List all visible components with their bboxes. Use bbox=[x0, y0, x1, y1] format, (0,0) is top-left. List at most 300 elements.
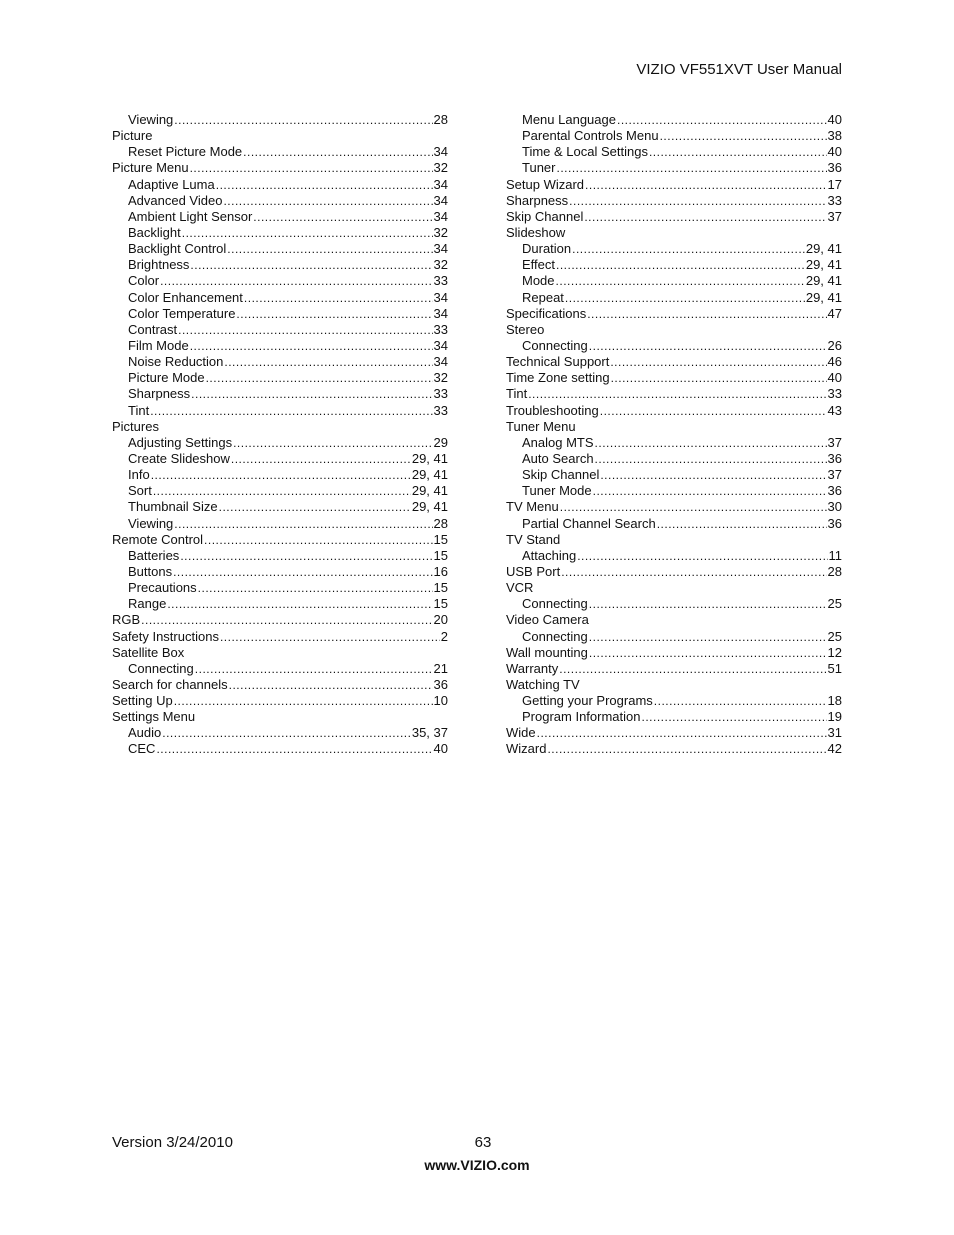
index-entry-page: 36 bbox=[827, 450, 842, 466]
dot-leader bbox=[547, 741, 826, 757]
index-entry-page: 28 bbox=[827, 563, 842, 579]
index-entry bbox=[112, 193, 448, 209]
dot-leader bbox=[559, 661, 826, 677]
index-heading bbox=[506, 580, 842, 596]
index-entry-label: TV Menu bbox=[506, 499, 559, 515]
dot-leader bbox=[160, 273, 432, 289]
index-entry-label: Tint bbox=[128, 402, 150, 418]
index-entry bbox=[112, 290, 448, 306]
index-entry-label: Audio bbox=[128, 725, 162, 741]
dot-leader bbox=[227, 241, 432, 257]
index-entry bbox=[112, 629, 448, 645]
index-entry-page: 37 bbox=[827, 208, 842, 224]
index-entry bbox=[506, 435, 842, 451]
dot-leader bbox=[151, 467, 411, 483]
index-entry-label: Slideshow bbox=[506, 224, 566, 240]
index-entry-label: Specifications bbox=[506, 305, 587, 321]
index-entry bbox=[112, 370, 448, 386]
index-entry-page: 29, 41 bbox=[411, 483, 448, 499]
index-entry bbox=[112, 177, 448, 193]
dot-leader bbox=[593, 483, 827, 499]
index-entry-page: 25 bbox=[827, 628, 842, 644]
index-entry bbox=[506, 160, 842, 176]
index-entry-label: Time Zone setting bbox=[506, 370, 610, 386]
index-entry-label: Connecting bbox=[522, 628, 588, 644]
index-entry-page: 43 bbox=[827, 402, 842, 418]
index-entry-page: 40 bbox=[433, 741, 448, 757]
index-entry-page: 15 bbox=[433, 547, 448, 563]
index-entry-label: Adaptive Luma bbox=[128, 176, 215, 192]
dot-leader bbox=[595, 435, 827, 451]
index-entry bbox=[112, 144, 448, 160]
dot-leader bbox=[191, 386, 432, 402]
index-entry-page: 42 bbox=[827, 741, 842, 757]
index-heading bbox=[112, 128, 448, 144]
index-entry bbox=[506, 451, 842, 467]
index-entry bbox=[506, 564, 842, 580]
index-entry-page: 32 bbox=[433, 370, 448, 386]
index-entry-label: Connecting bbox=[522, 596, 588, 612]
index-entry bbox=[506, 645, 842, 661]
index-entry-page: 33 bbox=[827, 386, 842, 402]
index-entry-page: 40 bbox=[827, 112, 842, 127]
dot-leader bbox=[141, 612, 432, 628]
index-entry bbox=[112, 338, 448, 354]
index-entry-label: Thumbnail Size bbox=[128, 499, 218, 515]
index-entry-page: 34 bbox=[433, 176, 448, 192]
index-entry bbox=[112, 532, 448, 548]
index-entry-page: 36 bbox=[433, 676, 448, 692]
index-entry-page: 36 bbox=[827, 483, 842, 499]
index-column-right bbox=[506, 112, 842, 758]
dot-leader bbox=[560, 499, 827, 515]
footer-website-url: www.VIZIO.com bbox=[424, 1157, 530, 1173]
index-entry-label: USB Port bbox=[506, 563, 561, 579]
index-entry-page: 38 bbox=[827, 128, 842, 144]
index-entry-label: Color bbox=[128, 273, 160, 289]
dot-leader bbox=[180, 548, 432, 564]
index-entry bbox=[112, 596, 448, 612]
index-entry-label: Batteries bbox=[128, 547, 180, 563]
index-entry-label: Connecting bbox=[128, 660, 194, 676]
index-entry bbox=[506, 661, 842, 677]
index-entry-label: Watching TV bbox=[506, 676, 580, 692]
index-entry-label: Create Slideshow bbox=[128, 450, 230, 466]
index-heading bbox=[506, 322, 842, 338]
dot-leader bbox=[231, 451, 411, 467]
index-entry bbox=[506, 483, 842, 499]
dot-leader bbox=[167, 596, 432, 612]
index-entry-label: Info bbox=[128, 467, 150, 483]
index-entry-label: Troubleshooting bbox=[506, 402, 599, 418]
index-entry-page: 26 bbox=[827, 337, 842, 353]
index-entry-page: 34 bbox=[433, 354, 448, 370]
index-entry-page: 36 bbox=[827, 160, 842, 176]
dot-leader bbox=[190, 338, 433, 354]
index-entry bbox=[112, 725, 448, 741]
index-entry bbox=[506, 596, 842, 612]
index-entry-label: Sharpness bbox=[128, 386, 191, 402]
index-entry-page: 37 bbox=[827, 467, 842, 483]
index-entry-label: Duration bbox=[522, 241, 572, 257]
index-entry-label: Technical Support bbox=[506, 354, 610, 370]
index-entry bbox=[506, 693, 842, 709]
index-entry-label: Analog MTS bbox=[522, 434, 594, 450]
index-entry-page: 29, 41 bbox=[805, 241, 842, 257]
index-column-left bbox=[112, 112, 448, 758]
index-entry-page: 29, 41 bbox=[805, 273, 842, 289]
dot-leader bbox=[528, 386, 826, 402]
dot-leader bbox=[174, 516, 432, 532]
dot-leader bbox=[595, 451, 827, 467]
dot-leader bbox=[156, 741, 432, 757]
index-entry-label: Satellite Box bbox=[112, 644, 185, 660]
index-entry-page: 10 bbox=[433, 693, 448, 709]
index-entry-label: Connecting bbox=[522, 337, 588, 353]
index-entry-page: 33 bbox=[433, 321, 448, 337]
index-entry-page: 46 bbox=[827, 354, 842, 370]
index-entry-page: 21 bbox=[433, 660, 448, 676]
index-entry-page: 34 bbox=[433, 192, 448, 208]
index-entry-label: Wizard bbox=[506, 741, 547, 757]
index-entry-label: Getting your Programs bbox=[522, 693, 653, 709]
index-entry-page: 16 bbox=[433, 563, 448, 579]
index-entry bbox=[112, 257, 448, 273]
index-entry-label: Attaching bbox=[522, 547, 577, 563]
index-entry-label: Remote Control bbox=[112, 531, 204, 547]
index-entry-label: Effect bbox=[522, 257, 556, 273]
index-entry bbox=[506, 403, 842, 419]
index-entry bbox=[506, 338, 842, 354]
index-entry bbox=[112, 677, 448, 693]
index-entry-page: 51 bbox=[827, 660, 842, 676]
index-entry-label: Noise Reduction bbox=[128, 354, 224, 370]
dot-leader bbox=[220, 629, 440, 645]
index-entry-page: 15 bbox=[433, 580, 448, 596]
index-entry-label: Partial Channel Search bbox=[522, 515, 656, 531]
index-entry bbox=[506, 241, 842, 257]
index-entry bbox=[506, 273, 842, 289]
index-entry-page: 20 bbox=[433, 612, 448, 628]
index-entry bbox=[112, 209, 448, 225]
dot-leader bbox=[244, 290, 433, 306]
index-entry-label: Adjusting Settings bbox=[128, 434, 233, 450]
index-entry-label: Viewing bbox=[128, 112, 174, 127]
index-entry-page: 29, 41 bbox=[411, 499, 448, 515]
dot-leader bbox=[600, 403, 827, 419]
index-entry-label: TV Stand bbox=[506, 531, 561, 547]
index-entry bbox=[112, 741, 448, 757]
index-entry bbox=[112, 467, 448, 483]
dot-leader bbox=[589, 596, 827, 612]
index-entry-label: Skip Channel bbox=[522, 467, 600, 483]
index-entry-label: RGB bbox=[112, 612, 141, 628]
dot-leader bbox=[243, 144, 432, 160]
index-entry bbox=[112, 435, 448, 451]
index-entry bbox=[112, 354, 448, 370]
index-entry-label: Color Temperature bbox=[128, 305, 236, 321]
index-heading bbox=[506, 419, 842, 435]
index-entry-label: Picture Menu bbox=[112, 160, 189, 176]
index-entry-page: 33 bbox=[433, 402, 448, 418]
index-entry-label: Setting Up bbox=[112, 693, 173, 709]
dot-leader bbox=[587, 306, 826, 322]
index-entry bbox=[112, 273, 448, 289]
index-entry bbox=[112, 160, 448, 176]
dot-leader bbox=[610, 354, 826, 370]
index-entry bbox=[112, 499, 448, 515]
dot-leader bbox=[229, 677, 433, 693]
index-entry bbox=[112, 306, 448, 322]
dot-leader bbox=[572, 241, 805, 257]
index-entry-page: 31 bbox=[827, 725, 842, 741]
index-entry-label: Tuner Menu bbox=[506, 418, 576, 434]
index-entry-label: Brightness bbox=[128, 257, 190, 273]
index-entry bbox=[112, 612, 448, 628]
index-entry bbox=[112, 483, 448, 499]
index-heading bbox=[112, 645, 448, 661]
index-entry-page: 34 bbox=[433, 241, 448, 257]
index-entry-label: Skip Channel bbox=[506, 208, 584, 224]
index-entry-page: 29, 41 bbox=[411, 450, 448, 466]
index-entry-label: Stereo bbox=[506, 321, 545, 337]
index-entry-page: 34 bbox=[433, 144, 448, 160]
index-entry-label: Contrast bbox=[128, 321, 178, 337]
index-entry-label: Viewing bbox=[128, 515, 174, 531]
index-entry-page: 47 bbox=[827, 305, 842, 321]
dot-leader bbox=[233, 435, 432, 451]
footer-version: Version 3/24/2010 bbox=[112, 1134, 233, 1151]
index-entry-page: 33 bbox=[827, 192, 842, 208]
index-entry-page: 2 bbox=[440, 628, 448, 644]
dot-leader bbox=[219, 499, 411, 515]
index-entry bbox=[112, 661, 448, 677]
index-entry-label: Tuner bbox=[522, 160, 556, 176]
dot-leader bbox=[589, 629, 827, 645]
dot-leader bbox=[642, 709, 827, 725]
index-entry bbox=[506, 290, 842, 306]
index-entry bbox=[112, 322, 448, 338]
dot-leader bbox=[577, 548, 827, 564]
index-entry bbox=[506, 467, 842, 483]
index-entry-page: 34 bbox=[433, 305, 448, 321]
index-entry bbox=[506, 128, 842, 144]
dot-leader bbox=[190, 160, 433, 176]
index-entry-page: 15 bbox=[433, 596, 448, 612]
index-entry-label: Time & Local Settings bbox=[522, 144, 648, 160]
dot-leader bbox=[584, 209, 826, 225]
index-entry-page: 18 bbox=[827, 693, 842, 709]
index-entry-label: Ambient Light Sensor bbox=[128, 208, 253, 224]
index-entry bbox=[112, 451, 448, 467]
index-entry-page: 33 bbox=[433, 273, 448, 289]
dot-leader bbox=[204, 532, 432, 548]
index-entry-label: Setup Wizard bbox=[506, 176, 585, 192]
index-entry bbox=[506, 709, 842, 725]
index-entry-page: 17 bbox=[827, 176, 842, 192]
dot-leader bbox=[611, 370, 827, 386]
index-entry bbox=[112, 548, 448, 564]
index-entry bbox=[506, 193, 842, 209]
index-entry bbox=[506, 177, 842, 193]
index-entry-label: Wide bbox=[506, 725, 536, 741]
index-entry bbox=[112, 403, 448, 419]
index-entry-page: 32 bbox=[433, 224, 448, 240]
dot-leader bbox=[223, 193, 432, 209]
dot-leader bbox=[561, 564, 826, 580]
index-heading bbox=[112, 709, 448, 725]
dot-leader bbox=[556, 273, 805, 289]
index-entry-page: 34 bbox=[433, 289, 448, 305]
index-entry bbox=[506, 629, 842, 645]
index-entry-page: 12 bbox=[827, 644, 842, 660]
index-heading bbox=[112, 419, 448, 435]
index-entry bbox=[506, 209, 842, 225]
index-entry-label: Reset Picture Mode bbox=[128, 144, 243, 160]
index-entry-label: Video Camera bbox=[506, 612, 589, 628]
index-entry-page: 11 bbox=[828, 547, 842, 563]
index-entry-label: Menu Language bbox=[522, 112, 616, 127]
index-heading bbox=[506, 677, 842, 693]
index-entry-page: 30 bbox=[827, 499, 842, 515]
dot-leader bbox=[173, 564, 432, 580]
index-entry-label: Repeat bbox=[522, 289, 564, 305]
dot-leader bbox=[569, 193, 826, 209]
index-entry bbox=[112, 112, 448, 128]
index-entry-label: Advanced Video bbox=[128, 192, 223, 208]
index-entry bbox=[506, 386, 842, 402]
dot-leader bbox=[617, 112, 827, 128]
index-entry bbox=[506, 370, 842, 386]
index-entry-page: 37 bbox=[827, 434, 842, 450]
dot-leader bbox=[178, 322, 432, 338]
index-entry-label: Precautions bbox=[128, 580, 197, 596]
dot-leader bbox=[195, 661, 433, 677]
index-entry-page: 29, 41 bbox=[805, 257, 842, 273]
index-entry bbox=[112, 580, 448, 596]
index-entry-page: 32 bbox=[433, 160, 448, 176]
index-entry-label: Film Mode bbox=[128, 337, 189, 353]
dot-leader bbox=[556, 160, 826, 176]
index-entry bbox=[112, 386, 448, 402]
dot-leader bbox=[654, 693, 827, 709]
index-entry bbox=[112, 241, 448, 257]
index-entry-page: 29, 41 bbox=[805, 289, 842, 305]
index-entry-label: Tint bbox=[506, 386, 528, 402]
index-entry-page: 33 bbox=[433, 386, 448, 402]
dot-leader bbox=[565, 290, 805, 306]
dot-leader bbox=[150, 403, 432, 419]
index-entry-label: Pictures bbox=[112, 418, 159, 434]
dot-leader bbox=[162, 725, 411, 741]
index-entry-label: Program Information bbox=[522, 709, 641, 725]
dot-leader bbox=[206, 370, 433, 386]
index-entry-page: 36 bbox=[827, 515, 842, 531]
index-heading bbox=[506, 225, 842, 241]
index-entry-label: CEC bbox=[128, 741, 156, 757]
index-entry-page: 29 bbox=[433, 434, 448, 450]
index-entry bbox=[506, 499, 842, 515]
dot-leader bbox=[224, 354, 432, 370]
page-header-title: VIZIO VF551XVT User Manual bbox=[636, 61, 842, 78]
index-entry bbox=[506, 548, 842, 564]
index-entry-label: Buttons bbox=[128, 563, 173, 579]
index-entry-page: 34 bbox=[433, 208, 448, 224]
index-entry-label: Auto Search bbox=[522, 450, 594, 466]
dot-leader bbox=[600, 467, 826, 483]
index-entry-page: 28 bbox=[433, 112, 448, 127]
dot-leader bbox=[216, 177, 433, 193]
footer-page-number: 63 bbox=[474, 1134, 492, 1151]
index-entry-page: 25 bbox=[827, 596, 842, 612]
index-entry-label: Range bbox=[128, 596, 167, 612]
dot-leader bbox=[589, 645, 827, 661]
dot-leader bbox=[585, 177, 826, 193]
index-entry bbox=[506, 354, 842, 370]
index-entry-label: Search for channels bbox=[112, 676, 228, 692]
index-entry-page: 34 bbox=[433, 337, 448, 353]
index-entry bbox=[506, 741, 842, 757]
dot-leader bbox=[190, 257, 432, 273]
index-entry-label: Mode bbox=[522, 273, 555, 289]
index-entry bbox=[112, 225, 448, 241]
dot-leader bbox=[198, 580, 433, 596]
index-entry-label: Picture bbox=[112, 128, 153, 144]
dot-leader bbox=[649, 144, 827, 160]
dot-leader bbox=[182, 225, 433, 241]
dot-leader bbox=[537, 725, 827, 741]
index-entry bbox=[506, 257, 842, 273]
index-entry bbox=[506, 725, 842, 741]
index-entry-label: Settings Menu bbox=[112, 709, 196, 725]
index-entry-label: Sharpness bbox=[506, 192, 569, 208]
index-entry-page: 40 bbox=[827, 370, 842, 386]
index-entry-label: Color Enhancement bbox=[128, 289, 243, 305]
index-heading bbox=[506, 612, 842, 628]
index-entry-label: Tuner Mode bbox=[522, 483, 592, 499]
index-entry-label: Parental Controls Menu bbox=[522, 128, 659, 144]
index-entry bbox=[506, 516, 842, 532]
index-entry-page: 35, 37 bbox=[411, 725, 448, 741]
dot-leader bbox=[657, 516, 827, 532]
index-entry-page: 28 bbox=[433, 515, 448, 531]
index-entry-label: Backlight Control bbox=[128, 241, 227, 257]
index-entry-label: Sort bbox=[128, 483, 152, 499]
index-entry-label: Warranty bbox=[506, 660, 559, 676]
index-entry-page: 40 bbox=[827, 144, 842, 160]
index-entry bbox=[112, 693, 448, 709]
index-entry-page: 32 bbox=[433, 257, 448, 273]
index-entry-label: Backlight bbox=[128, 224, 181, 240]
index-entry bbox=[112, 564, 448, 580]
index-entry bbox=[506, 112, 842, 128]
index-entry-page: 15 bbox=[433, 531, 448, 547]
index-entry bbox=[112, 516, 448, 532]
dot-leader bbox=[660, 128, 827, 144]
index-entry-label: Picture Mode bbox=[128, 370, 205, 386]
dot-leader bbox=[253, 209, 432, 225]
index-entry-label: Safety Instructions bbox=[112, 628, 219, 644]
index-entry-label: Wall mounting bbox=[506, 644, 588, 660]
dot-leader bbox=[153, 483, 411, 499]
dot-leader bbox=[174, 693, 433, 709]
index-entry-label: VCR bbox=[506, 580, 534, 596]
dot-leader bbox=[236, 306, 432, 322]
dot-leader bbox=[589, 338, 827, 354]
index-entry bbox=[506, 144, 842, 160]
index-entry-page: 19 bbox=[827, 709, 842, 725]
index-heading bbox=[506, 532, 842, 548]
